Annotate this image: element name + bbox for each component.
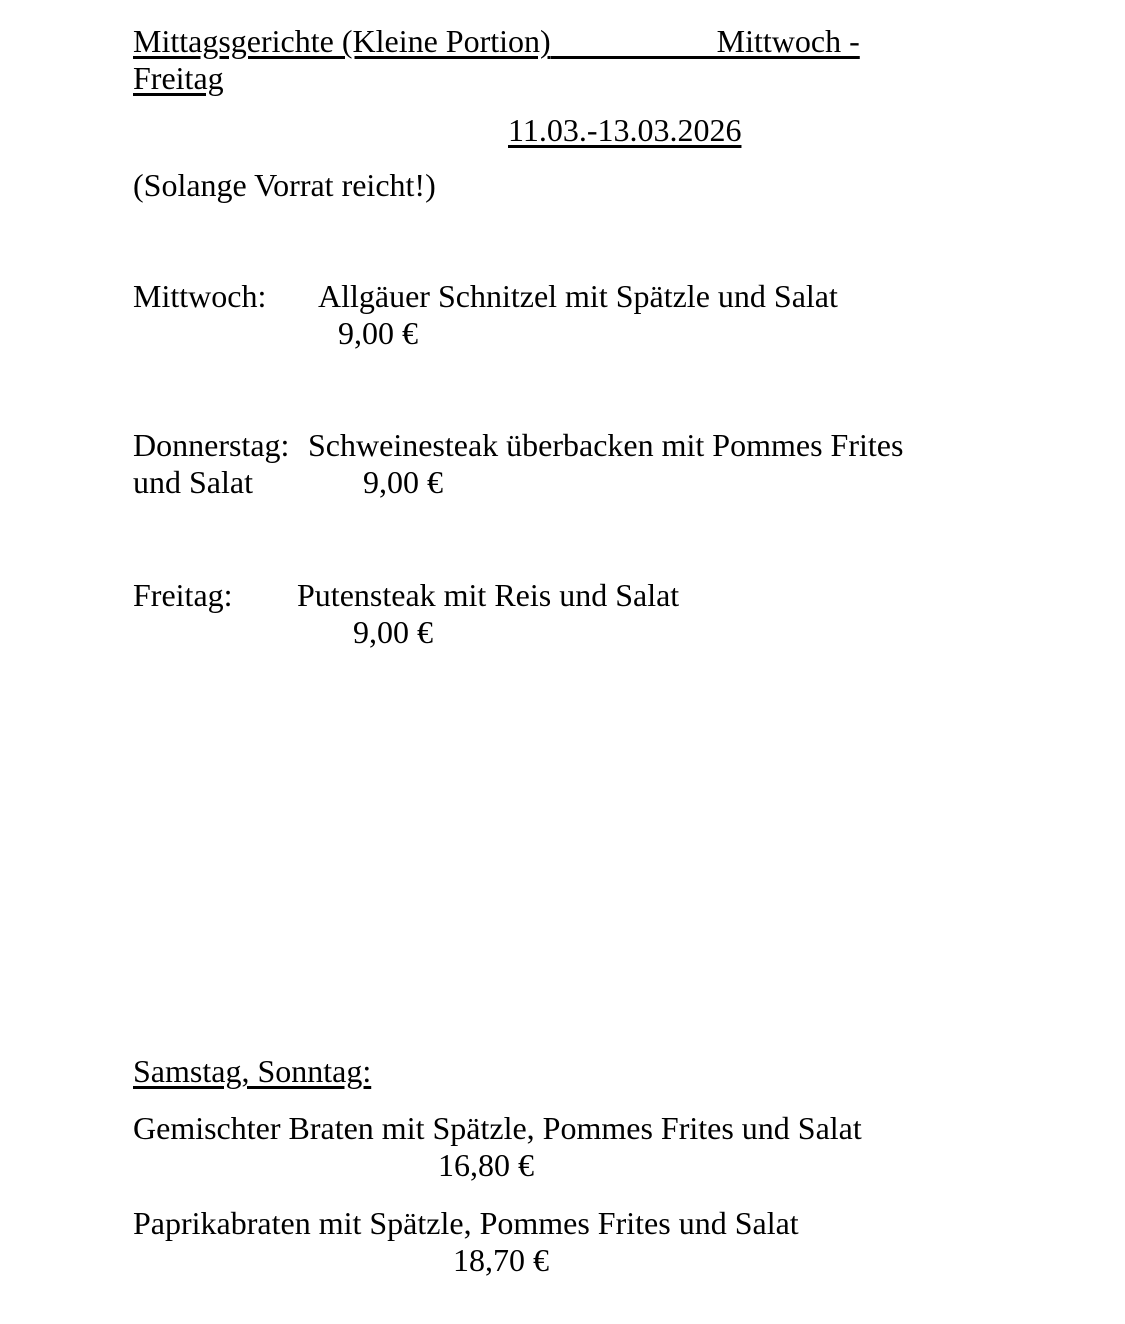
price: 9,00 € — [338, 315, 418, 351]
price: 18,70 € — [453, 1242, 549, 1278]
menu-entry-mittwoch — [133, 278, 1095, 352]
title-line-1 — [133, 23, 1095, 60]
day-label: Freitag: — [133, 577, 233, 613]
price: 9,00 € — [353, 614, 433, 650]
day-label: Donnerstag: — [133, 427, 290, 463]
price-line — [133, 315, 1095, 352]
title-text: Mittagsgerichte (Kleine Portion) — [133, 23, 551, 59]
title-line-2 — [133, 60, 1095, 97]
date-range: 11.03.-13.03.2026 — [508, 112, 742, 148]
title-days-text-2: Freitag — [133, 60, 224, 96]
price-line — [133, 1242, 1095, 1279]
dish-name-wrapped: und Salat — [133, 464, 253, 500]
entry-line — [133, 427, 1095, 464]
title-days-text: Mittwoch - — [716, 23, 860, 59]
price: 9,00 € — [363, 464, 443, 500]
weekend-heading-line — [133, 1053, 1095, 1090]
price-line — [133, 464, 1095, 501]
entry-line — [133, 577, 1095, 614]
entry-line — [133, 278, 1095, 315]
dish-name: Gemischter Braten mit Spätzle, Pommes Frites und Salat — [133, 1110, 862, 1146]
date-range-line — [508, 112, 1095, 149]
weekend-heading: Samstag, Sonntag: — [133, 1053, 372, 1089]
weekend-item — [133, 1110, 1095, 1184]
price: 16,80 € — [438, 1147, 534, 1183]
menu-entry-donnerstag — [133, 427, 1095, 501]
dish-name: Putensteak mit Reis und Salat — [297, 577, 680, 613]
menu-entry-freitag — [133, 577, 1095, 651]
dish-name: Paprikabraten mit Spätzle, Pommes Frites und Salat — [133, 1205, 799, 1241]
weekend-item — [133, 1205, 1095, 1279]
dish-name: Allgäuer Schnitzel mit Spätzle und Salat — [318, 278, 838, 314]
availability-note: (Solange Vorrat reicht!) — [133, 167, 436, 203]
title-underline-gap — [551, 44, 717, 59]
day-label: Mittwoch: — [133, 278, 267, 314]
document-title — [133, 23, 1095, 97]
dish-name: Schweinesteak überbacken mit Pommes Frites — [308, 427, 904, 463]
price-line — [133, 1147, 1095, 1184]
price-line — [133, 614, 1095, 651]
